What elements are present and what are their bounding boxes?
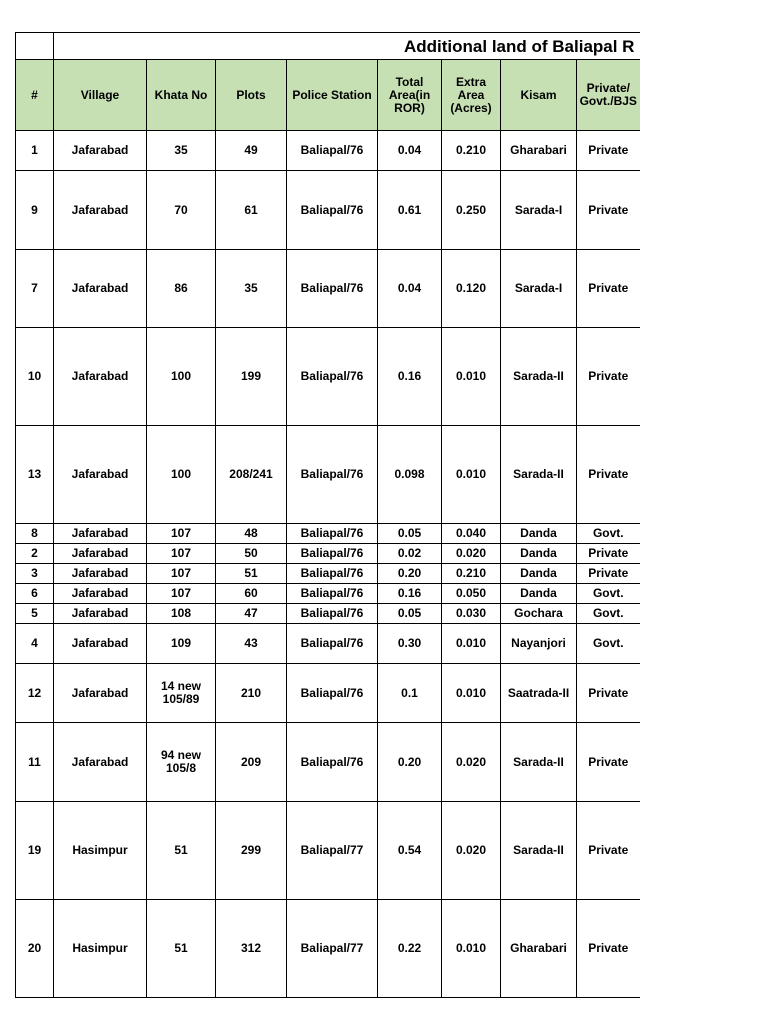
cell-plots: 35 [216, 250, 287, 328]
cell-extra-area: 0.020 [442, 544, 501, 564]
table-row [16, 584, 640, 604]
cell-serial: 7 [16, 250, 54, 328]
cell-village: Jafarabad [54, 426, 147, 524]
cell-police-station: Baliapal/76 [287, 624, 378, 664]
cell-extra-area: 0.010 [442, 900, 501, 998]
cell-serial: 19 [16, 802, 54, 900]
cell-serial: 20 [16, 900, 54, 998]
cell-kisam: Sarada-I [501, 250, 577, 328]
cell-extra-area: 0.120 [442, 250, 501, 328]
cell-village: Jafarabad [54, 171, 147, 250]
cell-plots: 61 [216, 171, 287, 250]
cell-kisam: Sarada-II [501, 426, 577, 524]
cell-village: Jafarabad [54, 624, 147, 664]
cell-plots: 299 [216, 802, 287, 900]
cell-extra-area: 0.010 [442, 624, 501, 664]
cell-extra-area: 0.020 [442, 802, 501, 900]
cell-police-station: Baliapal/77 [287, 900, 378, 998]
cell-total-area: 0.02 [378, 544, 442, 564]
cell-extra-area: 0.020 [442, 723, 501, 802]
cell-kisam: Gharabari [501, 900, 577, 998]
cell-total-area: 0.05 [378, 604, 442, 624]
table-row [16, 624, 640, 664]
header-private-govt-text: Private/ Govt./BJS [579, 81, 637, 108]
cell-total-area: 0.20 [378, 723, 442, 802]
header-police-station: Police Station [287, 60, 378, 131]
cell-police-station: Baliapal/76 [287, 664, 378, 723]
table-row [16, 604, 640, 624]
cell-village: Jafarabad [54, 604, 147, 624]
cell-serial: 3 [16, 564, 54, 584]
cell-police-station: Baliapal/76 [287, 564, 378, 584]
cell-plots: 50 [216, 544, 287, 564]
cell-total-area: 0.22 [378, 900, 442, 998]
cell-khata-no: 70 [147, 171, 216, 250]
cell-extra-area: 0.210 [442, 131, 501, 171]
cell-private-govt: Private [577, 723, 640, 802]
cell-serial: 5 [16, 604, 54, 624]
sheet-title: Additional land of Baliapal R [404, 36, 635, 56]
header-serial: # [16, 60, 54, 131]
cell-serial: 13 [16, 426, 54, 524]
cell-extra-area: 0.050 [442, 584, 501, 604]
cell-khata-no: 109 [147, 624, 216, 664]
cell-extra-area: 0.040 [442, 524, 501, 544]
table-row [16, 426, 640, 524]
cell-village: Jafarabad [54, 544, 147, 564]
header-extra-area [442, 60, 501, 131]
table-row [16, 664, 640, 723]
cell-police-station: Baliapal/76 [287, 131, 378, 171]
cell-kisam: Danda [501, 564, 577, 584]
cell-private-govt: Private [577, 664, 640, 723]
cell-police-station: Baliapal/76 [287, 328, 378, 426]
cell-plots: 51 [216, 564, 287, 584]
cell-kisam: Sarada-II [501, 723, 577, 802]
cell-serial: 11 [16, 723, 54, 802]
cell-kisam: Gharabari [501, 131, 577, 171]
table-row [16, 131, 640, 171]
cell-serial: 9 [16, 171, 54, 250]
header-plots: Plots [216, 60, 287, 131]
cell-total-area: 0.1 [378, 664, 442, 723]
cell-total-area: 0.54 [378, 802, 442, 900]
land-records-table [15, 32, 640, 998]
cell-village: Jafarabad [54, 328, 147, 426]
table-row [16, 250, 640, 328]
cell-plots: 199 [216, 328, 287, 426]
cell-police-station: Baliapal/76 [287, 723, 378, 802]
cell-kisam: Nayanjori [501, 624, 577, 664]
cell-village: Jafarabad [54, 250, 147, 328]
cell-serial: 1 [16, 131, 54, 171]
header-row [16, 60, 640, 131]
cell-plots: 48 [216, 524, 287, 544]
table-row [16, 328, 640, 426]
cell-kisam: Sarada-II [501, 328, 577, 426]
cell-total-area: 0.04 [378, 250, 442, 328]
cell-police-station: Baliapal/76 [287, 604, 378, 624]
cell-total-area: 0.61 [378, 171, 442, 250]
header-khata-no: Khata No [147, 60, 216, 131]
cell-private-govt: Govt. [577, 524, 640, 544]
cell-private-govt: Private [577, 426, 640, 524]
cell-private-govt: Private [577, 171, 640, 250]
cell-khata-no: 51 [147, 900, 216, 998]
cell-extra-area: 0.210 [442, 564, 501, 584]
cell-khata-no: 107 [147, 524, 216, 544]
cell-police-station: Baliapal/76 [287, 544, 378, 564]
cell-kisam: Danda [501, 544, 577, 564]
cell-extra-area: 0.010 [442, 426, 501, 524]
cell-police-station: Baliapal/76 [287, 250, 378, 328]
cell-total-area: 0.098 [378, 426, 442, 524]
cell-private-govt: Private [577, 250, 640, 328]
cell-khata-no: 107 [147, 544, 216, 564]
cell-police-station: Baliapal/77 [287, 802, 378, 900]
cell-extra-area: 0.030 [442, 604, 501, 624]
cell-plots: 43 [216, 624, 287, 664]
cell-khata-no: 107 [147, 584, 216, 604]
cell-serial: 8 [16, 524, 54, 544]
cell-total-area: 0.16 [378, 328, 442, 426]
cell-private-govt: Govt. [577, 624, 640, 664]
header-village: Village [54, 60, 147, 131]
cell-private-govt: Private [577, 900, 640, 998]
header-kisam: Kisam [501, 60, 577, 131]
table-row [16, 802, 640, 900]
cell-village: Jafarabad [54, 584, 147, 604]
cell-village: Hasimpur [54, 802, 147, 900]
cell-total-area: 0.05 [378, 524, 442, 544]
cell-police-station: Baliapal/76 [287, 171, 378, 250]
cell-plots: 209 [216, 723, 287, 802]
cell-khata-no: 94 new 105/8 [147, 723, 216, 802]
cell-extra-area: 0.010 [442, 328, 501, 426]
cell-kisam: Danda [501, 524, 577, 544]
table-row [16, 524, 640, 544]
cell-plots: 210 [216, 664, 287, 723]
cell-village: Jafarabad [54, 564, 147, 584]
cell-village: Hasimpur [54, 900, 147, 998]
title-corner-cell [16, 33, 54, 60]
cell-village: Jafarabad [54, 524, 147, 544]
cell-police-station: Baliapal/76 [287, 524, 378, 544]
cell-serial: 6 [16, 584, 54, 604]
cell-private-govt: Private [577, 328, 640, 426]
cell-private-govt: Govt. [577, 604, 640, 624]
cell-private-govt: Govt. [577, 584, 640, 604]
cell-serial: 4 [16, 624, 54, 664]
table-row [16, 900, 640, 998]
cell-village: Jafarabad [54, 723, 147, 802]
cell-khata-no: 108 [147, 604, 216, 624]
cell-kisam: Sarada-II [501, 802, 577, 900]
cell-village: Jafarabad [54, 131, 147, 171]
cell-police-station: Baliapal/76 [287, 584, 378, 604]
cell-private-govt: Private [577, 802, 640, 900]
cell-khata-no: 100 [147, 328, 216, 426]
cell-total-area: 0.04 [378, 131, 442, 171]
cell-total-area: 0.16 [378, 584, 442, 604]
cell-khata-no: 14 new 105/89 [147, 664, 216, 723]
table-row [16, 171, 640, 250]
table-row [16, 723, 640, 802]
title-row [16, 33, 640, 60]
cell-private-govt: Private [577, 131, 640, 171]
table-row [16, 564, 640, 584]
header-private-govt [577, 60, 640, 131]
table-row [16, 544, 640, 564]
cell-serial: 2 [16, 544, 54, 564]
cell-plots: 312 [216, 900, 287, 998]
cell-kisam: Saatrada-II [501, 664, 577, 723]
cell-plots: 47 [216, 604, 287, 624]
cell-khata-no: 35 [147, 131, 216, 171]
cell-khata-no: 86 [147, 250, 216, 328]
cell-kisam: Gochara [501, 604, 577, 624]
header-extra-area-text: Extra Area (Acres) [450, 74, 492, 115]
cell-private-govt: Private [577, 544, 640, 564]
cell-private-govt: Private [577, 564, 640, 584]
cell-plots: 60 [216, 584, 287, 604]
cell-total-area: 0.20 [378, 564, 442, 584]
sheet-title-cell [54, 33, 640, 60]
cell-total-area: 0.30 [378, 624, 442, 664]
cell-khata-no: 51 [147, 802, 216, 900]
cell-serial: 12 [16, 664, 54, 723]
cell-khata-no: 107 [147, 564, 216, 584]
cell-plots: 208/241 [216, 426, 287, 524]
cell-khata-no: 100 [147, 426, 216, 524]
cell-village: Jafarabad [54, 664, 147, 723]
cell-extra-area: 0.010 [442, 664, 501, 723]
header-total-area [378, 60, 442, 131]
cell-serial: 10 [16, 328, 54, 426]
cell-police-station: Baliapal/76 [287, 426, 378, 524]
cell-extra-area: 0.250 [442, 171, 501, 250]
cell-plots: 49 [216, 131, 287, 171]
header-total-area-text: Total Area(in ROR) [388, 74, 431, 115]
cell-kisam: Sarada-I [501, 171, 577, 250]
cell-kisam: Danda [501, 584, 577, 604]
